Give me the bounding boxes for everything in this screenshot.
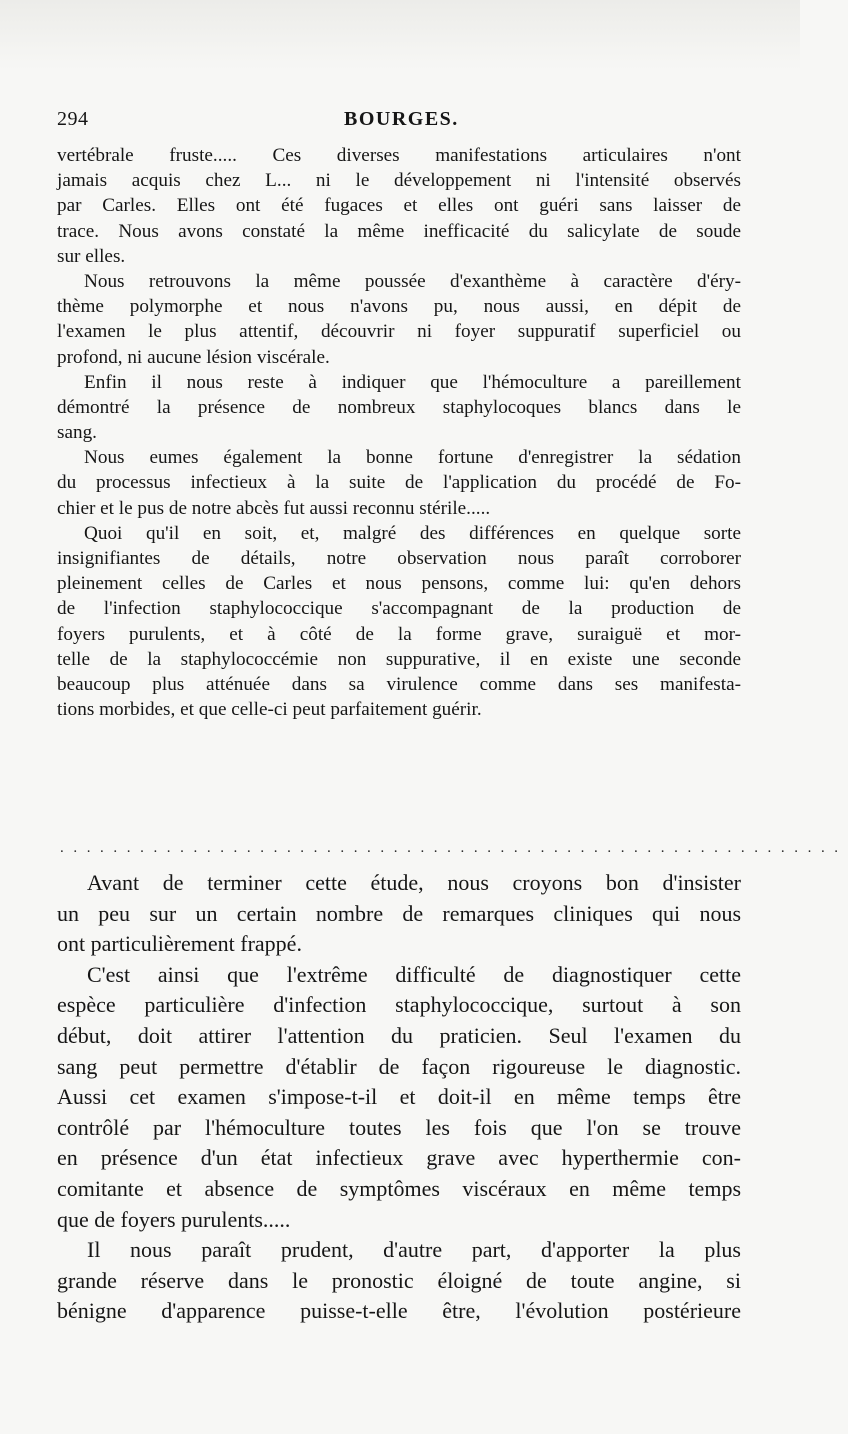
text-line: de l'infection staphylococcique s'accompagnant de la production de xyxy=(57,598,741,620)
text-line: chier et le pus de notre abcès fut aussi reconnu stérile..... xyxy=(57,497,491,519)
text-line: Nous eumes également la bonne fortune d'enregistrer la sédation xyxy=(84,447,741,469)
text-line: tions morbides, et que celle-ci peut parfaitement guérir. xyxy=(57,699,482,721)
text-line: Quoi qu'il en soit, et, malgré des différences en quelque sorte xyxy=(84,522,741,544)
paragraph xyxy=(57,269,741,370)
text-line: C'est ainsi que l'extrême difficulté de diagnostiquer cette xyxy=(87,961,741,987)
dotted-separator: ........................................................... xyxy=(60,840,848,856)
paragraph xyxy=(57,868,741,960)
paragraph xyxy=(57,370,741,446)
text-line: thème polymorphe et nous n'avons pu, nous aussi, en dépit de xyxy=(57,296,741,318)
page-number: 294 xyxy=(57,108,89,130)
text-line: début, doit attirer l'attention du praticien. Seul l'examen du xyxy=(57,1022,741,1048)
text-line: contrôlé par l'hémoculture toutes les fois que l'on se trouve xyxy=(57,1114,741,1140)
paragraph xyxy=(57,1235,741,1327)
page-top-edge xyxy=(0,0,800,70)
text-line: trace. Nous avons constaté la même inefficacité du salicylate de soude xyxy=(57,220,741,242)
text-block-large xyxy=(57,868,741,1327)
text-line: telle de la staphylococcémie non suppurative, il en existe une seconde xyxy=(57,648,741,670)
text-line: sang. xyxy=(57,422,97,444)
text-line: que de foyers purulents..... xyxy=(57,1206,291,1232)
text-line: espèce particulière d'infection staphylococcique, surtout à son xyxy=(57,992,741,1018)
text-line: ont particulièrement frappé. xyxy=(57,931,302,957)
text-line: pleinement celles de Carles et nous pensons, comme lui: qu'en dehors xyxy=(57,573,741,595)
text-line: Il nous paraît prudent, d'autre part, d'apporter la plus xyxy=(87,1237,741,1263)
text-line: insignifiantes de détails, notre observation nous paraît corroborer xyxy=(57,548,741,569)
text-line: du processus infectieux à la suite de l'application du procédé de Fo- xyxy=(57,472,741,494)
text-line: grande réserve dans le pronostic éloigné de toute angine, si xyxy=(57,1267,741,1293)
text-line: beaucoup plus atténuée dans sa virulence comme dans ses manifesta- xyxy=(57,673,741,695)
paragraph xyxy=(57,445,741,521)
text-line: jamais acquis chez L... ni le développement ni l'intensité observés xyxy=(57,170,741,192)
text-line: démontré la présence de nombreux staphylocoques blancs dans le xyxy=(57,396,741,418)
text-line: profond, ni aucune lésion viscérale. xyxy=(57,346,330,368)
paragraph xyxy=(57,143,741,269)
text-line: par Carles. Elles ont été fugaces et elles ont guéri sans laisser de xyxy=(57,195,741,217)
text-line: sang peut permettre d'établir de façon rigoureuse le diagnostic. xyxy=(57,1053,741,1079)
text-line: en présence d'un état infectieux grave avec hyperthermie con- xyxy=(57,1145,741,1171)
text-line: l'examen le plus attentif, découvrir ni foyer suppuratif superficiel ou xyxy=(57,321,741,343)
paragraph xyxy=(57,960,741,1235)
text-line: Avant de terminer cette étude, nous croyons bon d'insister xyxy=(87,870,741,895)
text-line: foyers purulents, et à côté de la forme grave, suraiguë et mor- xyxy=(57,623,741,645)
running-head: BOURGES. xyxy=(344,108,459,130)
text-line: bénigne d'apparence puisse-t-elle être, l'évolution postérieure xyxy=(57,1298,741,1324)
text-line: un peu sur un certain nombre de remarques cliniques qui nous xyxy=(57,900,741,926)
text-line: Enfin il nous reste à indiquer que l'hémoculture a pareillement xyxy=(84,371,741,393)
text-line: Aussi cet examen s'impose-t-il et doit-il en même temps être xyxy=(57,1084,741,1110)
text-line: comitante et absence de symptômes viscéraux en même temps xyxy=(57,1175,741,1201)
paragraph xyxy=(57,521,741,723)
text-line: vertébrale fruste..... Ces diverses manifestations articulaires n'ont xyxy=(57,145,741,166)
text-line: sur elles. xyxy=(57,245,126,267)
text-line: Nous retrouvons la même poussée d'exanthème à caractère d'éry- xyxy=(84,270,741,292)
text-block-small xyxy=(57,143,741,722)
page-header xyxy=(57,108,752,138)
